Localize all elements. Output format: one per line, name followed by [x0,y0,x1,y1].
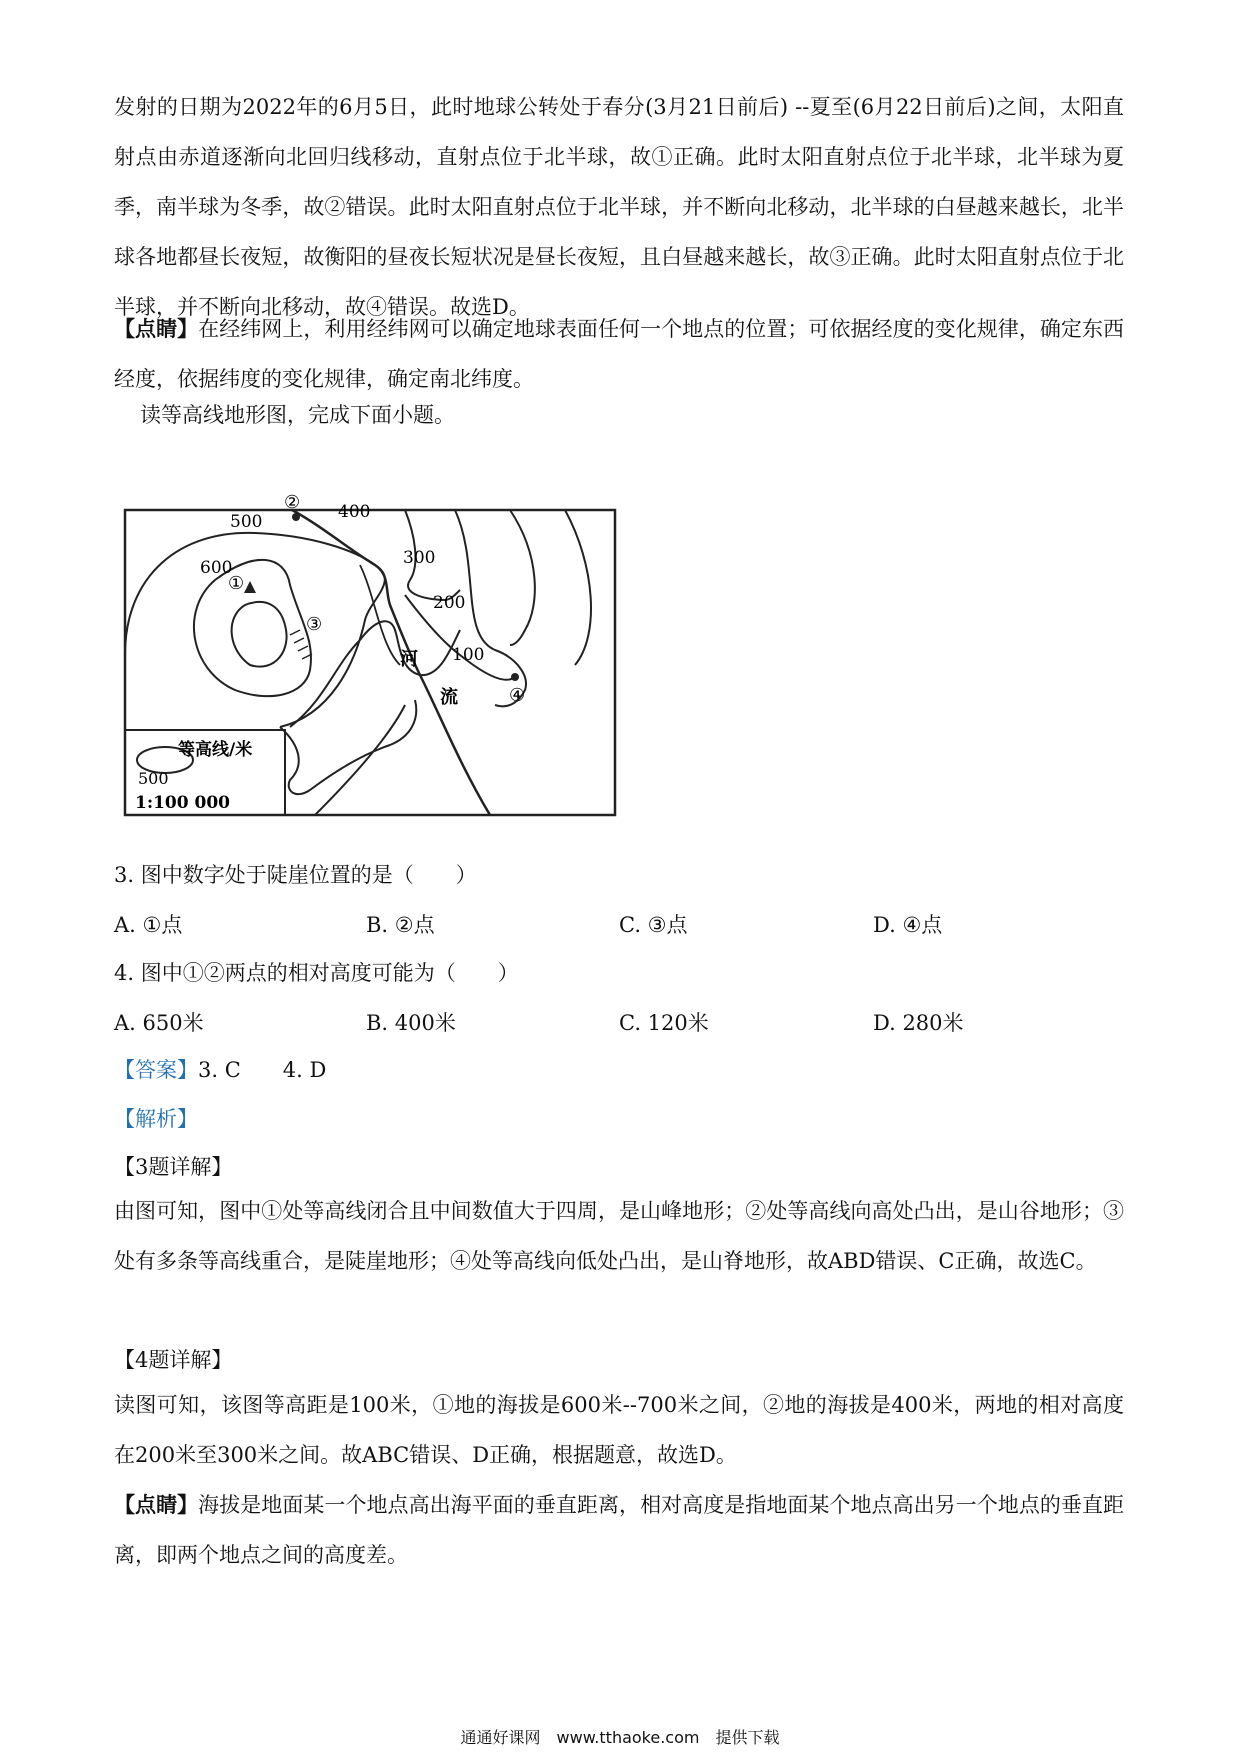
point-1-label: ① [228,573,245,594]
q4-option-d[interactable]: D. 280米 [873,1011,964,1035]
final-dianjing-label: 【点睛】 [114,1492,199,1517]
q4-stem: 4. 图中①②两点的相对高度可能为（ ） [114,961,519,985]
q4-detail-text: 读图可知，该图等高距是100米，①地的海拔是600米--700米之间，②地的海拔是400米，两地的相对高度在200米至300米之间。故ABC错误、D正确，根据题意，故选D。 [114,1393,1124,1467]
contour-label-500: 500 [230,512,263,532]
q3-detail-text: 由图可知，图中①处等高线闭合且中间数值大于四周，是山峰地形；②处等高线向高处凸出，是山谷地形；③处有多条等高线重合，是陡崖地形；④处等高线向低处凸出，是山脊地形，故ABD错误、C正确，故选C。 [114,1199,1124,1273]
contour-label-300: 300 [403,548,436,568]
q4-option-a[interactable]: A. 650米 [114,1011,204,1035]
q3-detail-label: 【3题详解】 [114,1155,233,1179]
contour-label-200: 200 [433,593,466,613]
analysis-label: 【解析】 [114,1107,198,1131]
legend-value: 500 [138,769,169,788]
final-dianjing [114,1480,1124,1580]
q3-option-b[interactable]: B. ②点 [366,913,435,937]
q4-option-c[interactable]: C. 120米 [619,1011,709,1035]
q3-option-a[interactable]: A. ①点 [114,913,183,937]
dianjing-text: 在经纬网上，利用经纬网可以确定地球表面任何一个地点的位置；可依据经度的变化规律，确定东西经度，依据纬度的变化规律，确定南北纬度。 [114,317,1124,391]
contour-label-400: 400 [338,502,371,522]
q3-option-d[interactable]: D. ④点 [873,913,943,937]
answer-text: 3. C 4. D [198,1058,327,1082]
q3-option-c[interactable]: C. ③点 [619,913,688,937]
q3-stem: 3. 图中数字处于陡崖位置的是（ ） [114,863,477,887]
contour-label-100: 100 [452,645,485,665]
contour-map [120,492,625,820]
point-4-label: ④ [509,685,526,706]
point-2-label: ② [284,492,301,513]
map-scale: 1:100 000 [135,793,230,813]
figure-intro: 读等高线地形图，完成下面小题。 [140,403,455,427]
final-dianjing-text: 海拔是地面某一个地点高出海平面的垂直距离，相对高度是指地面某个地点高出另一个地点的垂直距离，即两个地点之间的高度差。 [114,1493,1124,1567]
intro-paragraph: 发射的日期为2022年的6月5日，此时地球公转处于春分(3月21日前后) --夏至(6月22日前后)之间，太阳直射点由赤道逐渐向北回归线移动，直射点位于北半球，故①正确。此时太阳直射点位于北半球，北半球为夏季，南半球为冬季，故②错误。此时太阳直射点位于北半球，并不断向北移动，北半球的白昼越来越长，北半球各地都昼长夜短，故衡阳的昼夜长短状况是昼长夜短，且白昼越来越长，故③正确。此时太阳直射点位于北半球，并不断向北移动，故④错误。故选D。 [114,95,1124,319]
river-char-he: 河 [400,649,418,670]
dianjing-label: 【点睛】 [114,316,199,341]
answer-line [114,1055,326,1085]
river-char-liu: 流 [440,687,458,708]
q4-option-b[interactable]: B. 400米 [366,1011,456,1035]
intro-dianjing [114,304,1124,404]
page-footer: 通通好课网 www.tthaoke.com 提供下载 [460,1728,780,1747]
legend-text: 等高线/米 [178,740,253,760]
point-3-label: ③ [306,614,323,635]
contour-label-600: 600 [200,558,233,578]
q4-detail-label: 【4题详解】 [114,1348,233,1372]
answer-label: 【答案】 [114,1058,198,1082]
